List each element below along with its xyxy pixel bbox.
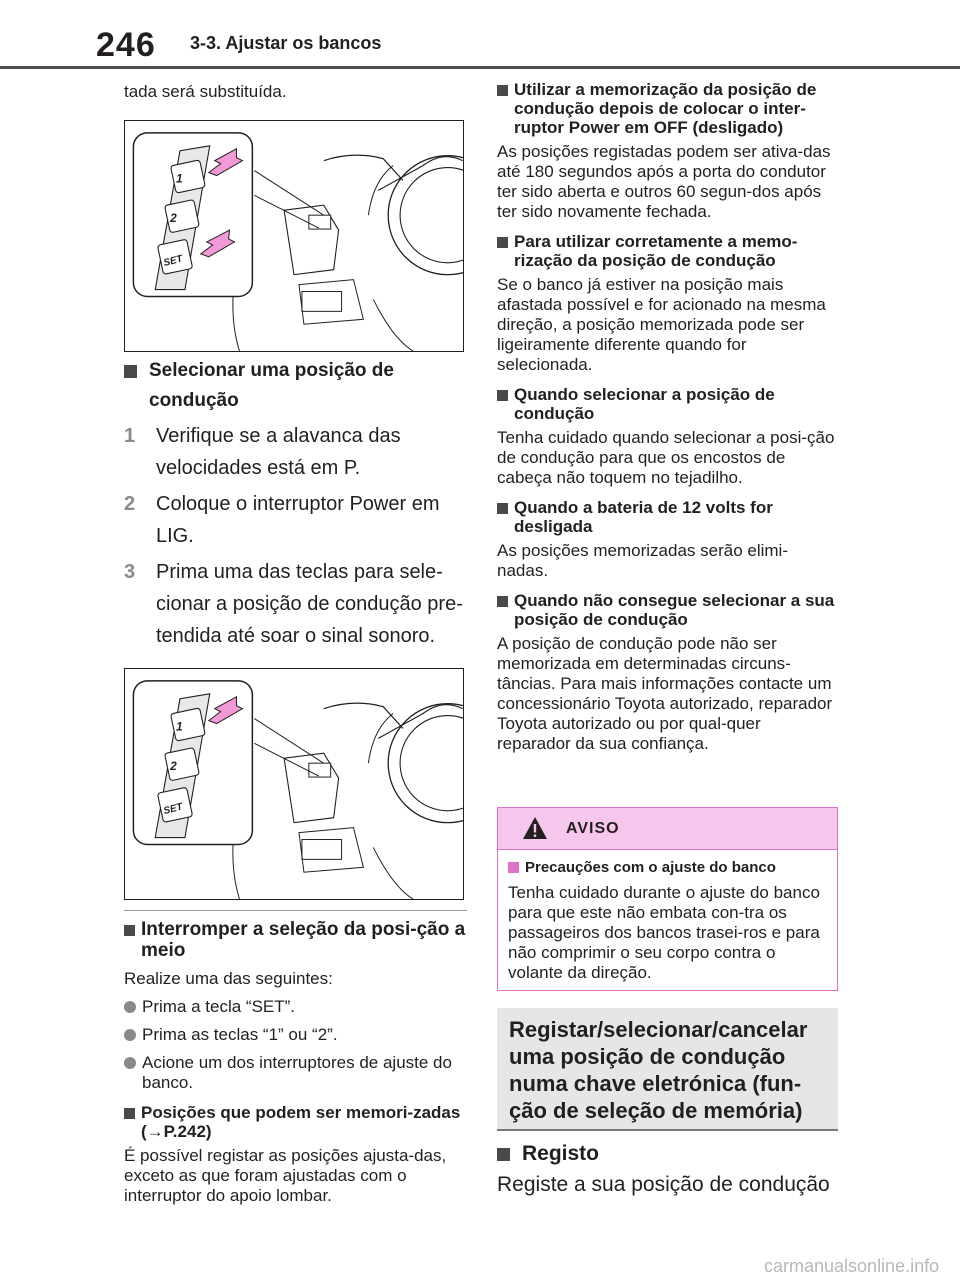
heading-square-icon <box>497 237 508 248</box>
warning-header <box>498 808 837 850</box>
heading-battery-disconnected-text: Quando a bateria de 12 volts for desligada <box>514 498 773 536</box>
figure1-btn2-label: 2 <box>170 211 177 226</box>
warning-title: AVISO <box>566 820 620 837</box>
heading-select-position-text: Selecionar uma posição de condução <box>149 360 394 411</box>
heading-battery-disconnected <box>497 498 839 536</box>
heading-square-icon <box>497 1148 510 1161</box>
step-1-text: Verifique se a alavanca das velocidades está em P. <box>156 425 401 479</box>
bullet-text-3: Acione um dos interruptores de ajuste do banco. <box>142 1053 452 1092</box>
warning-subheading-text: Precauções com o ajuste do banco <box>525 859 776 876</box>
interrupt-lead: Realize uma das seguintes: <box>124 969 333 988</box>
heading-cannot-select-text: Quando não consegue selecionar a sua posição de condução <box>514 591 835 629</box>
figure-illustration-2 <box>125 669 463 899</box>
heading-when-selecting <box>497 385 839 423</box>
use-correctly-text: Se o banco já estiver na posição mais afastada possível e for acionado na mesma direção, a posição memorizada pode ser ligeiramente diferente quando for selecionada. <box>497 275 826 374</box>
step-1 <box>124 420 467 484</box>
left-column <box>124 80 467 1214</box>
bullet-dot-icon <box>124 1057 136 1069</box>
step-1-number: 1 <box>124 425 136 447</box>
section-title: 3-3. Ajustar os bancos <box>190 33 382 53</box>
heading-when-selecting-text: Quando selecionar a posição de condução <box>514 385 775 423</box>
heading-square-icon <box>497 85 508 96</box>
figure2-btn1-label: 1 <box>176 719 183 734</box>
section-divider <box>124 910 467 911</box>
page-header <box>0 0 960 70</box>
step-2 <box>124 488 467 552</box>
heading-interrupt-text: Interromper a seleção da posi-ção a meio <box>141 919 466 961</box>
heading-square-icon <box>124 1108 135 1119</box>
heading-select-position <box>124 356 467 416</box>
bullet-item <box>124 1053 467 1093</box>
bullet-dot-icon <box>124 1001 136 1013</box>
heading-square-icon <box>124 365 137 378</box>
figure-memory-buttons-1 <box>124 120 464 352</box>
heading-square-icon <box>508 862 519 873</box>
heading-positions-memorized <box>124 1103 467 1141</box>
warning-subheading <box>508 858 827 877</box>
page-number: 246 <box>96 26 156 64</box>
heading-square-icon <box>497 503 508 514</box>
positions-memorized-text: É possível registar as posições ajusta-das, exceto as que foram ajustadas com o interruptor do apoio lombar. <box>124 1146 447 1205</box>
header-rule <box>0 66 960 69</box>
heading-positions-memorized-text: Posições que podem ser memori-zadas (→P.242) <box>141 1103 461 1141</box>
after-power-off-text: As posições registadas podem ser ativa-das até 180 segundos após a porta do condutor ter sido aberta e outros 60 segun-dos após ter sido novamente fechada. <box>497 142 831 221</box>
figure1-btn1-label: 1 <box>176 171 183 186</box>
figure2-set-label: SET <box>162 801 184 818</box>
heading-after-power-off <box>497 80 839 137</box>
heading-interrupt <box>124 919 467 961</box>
cannot-select-text: A posição de condução pode não ser memorizada em determinadas circuns-tâncias. Para mais informações contacte um concessionário Toyota autorizado, reparador Toyota autorizado ou por qual-quer reparador da sua confiança. <box>497 634 833 753</box>
step-2-text: Coloque o interruptor Power em LIG. <box>156 493 440 547</box>
bullet-text-1: Prima a tecla “SET”. <box>142 997 296 1016</box>
warning-body <box>498 850 837 983</box>
figure2-btn2-label: 2 <box>170 759 177 774</box>
heading-cannot-select <box>497 591 839 629</box>
watermark: carmanualsonline.info <box>764 1256 940 1276</box>
bullet-dot-icon <box>124 1029 136 1041</box>
right-column <box>497 80 839 762</box>
bullet-item <box>124 997 467 1017</box>
figure-memory-buttons-2 <box>124 668 464 900</box>
step-3-number: 3 <box>124 561 136 583</box>
warning-triangle-icon <box>522 815 548 841</box>
memory-key-heading-box <box>497 1008 838 1131</box>
bullet-item <box>124 1025 467 1045</box>
heading-use-correctly-text: Para utilizar corretamente a memo-rização da posição de condução <box>514 232 798 270</box>
memory-key-heading: Registar/selecionar/cancelar uma posição de condução numa chave eletrónica (fun-ção de seleção de memória) <box>509 1017 808 1123</box>
registo-text: Registe a sua posição de condução <box>497 1173 830 1196</box>
heading-square-icon <box>124 925 135 936</box>
heading-after-power-off-text: Utilizar a memorização da posição de condução depois de colocar o inter-ruptor Power em OFF (desligado) <box>514 80 817 137</box>
heading-square-icon <box>497 390 508 401</box>
battery-disconnected-text: As posições memorizadas serão elimi-nadas. <box>497 541 788 580</box>
heading-square-icon <box>497 596 508 607</box>
step-2-number: 2 <box>124 493 136 515</box>
heading-registo <box>497 1140 599 1168</box>
when-selecting-text: Tenha cuidado quando selecionar a posi-ção de condução para que os encostos de cabeça não toquem no tejadilho. <box>497 428 835 487</box>
step-3 <box>124 556 467 652</box>
warning-text: Tenha cuidado durante o ajuste do banco para que este não embata con-tra os passageiros dos bancos trasei-ros e para não comprimir o seu corpo contra o volante da direção. <box>508 883 820 982</box>
heading-registo-text: Registo <box>522 1142 600 1165</box>
step-3-text: Prima uma das teclas para sele-cionar a posição de condução pre-tendida até soar o sinal sonoro. <box>156 561 463 647</box>
bullet-text-2: Prima as teclas “1” ou “2”. <box>142 1025 338 1044</box>
figure1-set-label: SET <box>162 253 184 270</box>
intro-text: tada será substituída. <box>124 82 287 101</box>
warning-box <box>497 807 838 991</box>
heading-use-correctly <box>497 232 839 270</box>
figure-illustration-1 <box>125 121 463 351</box>
